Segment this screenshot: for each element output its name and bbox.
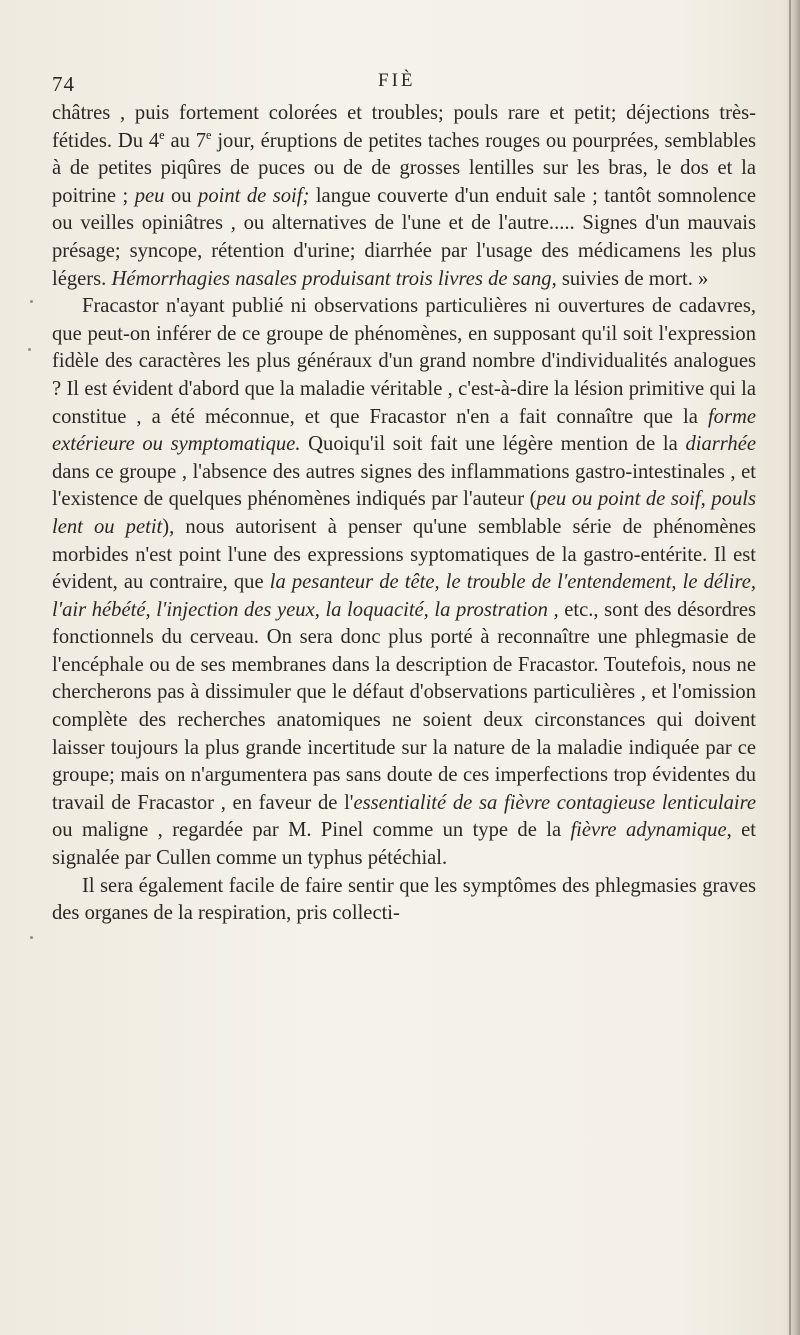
ink-speck	[30, 936, 33, 939]
italic-text: Hémorrhagies nasales produisant trois livres de sang,	[111, 267, 557, 290]
italic-text: forme extérieure ou symptomatique.	[52, 405, 756, 456]
text-run: ), nous autorisent à penser qu'une semblable série de phénomènes morbides n'est point l'une des expressions syptomatiques de la gastro-entérite. Il est évident, au contraire, que	[52, 515, 757, 594]
page-number: 74	[52, 72, 75, 96]
page-header	[52, 72, 752, 102]
paragraph	[52, 873, 756, 928]
text-run: au 7	[164, 129, 207, 152]
text-run: jour, éruptions de petites taches rouges ou pourprées, semblables à de petites piqûres de puces ou de de grosses lentilles sur les bras, le dos et la poitrine ;	[52, 129, 756, 207]
text-run: etc., sont des désordres fonctionnels du cerveau. On sera donc plus porté à reconnaître une phlegmasie de l'encéphale ou de ses membranes dans la description de Fracastor. Toutefois, nous ne chercherons pas à dissimuler que le défaut d'observations particulières , et l'omission complète des recherches anatomiques ne soient deux circonstances qui doivent laisser toujours la plus grande incertitude sur la nature de la maladie indiquée par ce groupe; mais on n'argumentera pas sans doute de ces imperfections trop évidentes du travail de Fracastor , en faveur de l'	[52, 598, 756, 814]
body-text	[52, 100, 756, 928]
text-run: , et signalée par Cullen comme un typhus pétéchial.	[52, 819, 756, 870]
ink-speck	[28, 348, 31, 351]
text-run: Il sera également facile de faire sentir que les symptômes des phlegmasies graves des organes de la respiration, pris collecti-	[52, 874, 756, 925]
ink-speck	[30, 300, 33, 303]
text-run: suivies de mort. »	[556, 267, 709, 290]
text-run: châtres , puis fortement colorées et troubles; pouls rare et petit; déjections très-fétides. Du 4	[52, 102, 756, 152]
italic-text: peu ou point de soif, pouls lent ou petit	[52, 488, 756, 538]
italic-text: peu	[134, 184, 165, 207]
text-run: ou maligne , regardée par M. Pinel comme un type de la	[52, 819, 571, 842]
italic-text: point de soif;	[198, 184, 310, 207]
text-run: langue couverte d'un enduit sale ; tantôt somnolence ou veilles opiniâtres , ou alternatives de l'une et de l'autre..... Signes d'un mauvais présage; syncope, rétention d'urine; diarrhée par l'usage des médicamens les plus légers.	[52, 184, 757, 290]
italic-text: essentialité de sa fièvre contagieuse lenticulaire	[353, 791, 756, 814]
running-head: FIÈ	[378, 70, 416, 91]
italic-text: la pesanteur de tête, le trouble de l'entendement, le délire, l'air hébété, l'injection des yeux, la loquacité, la prostration ,	[52, 571, 756, 621]
paragraph	[52, 293, 756, 872]
text-run: Fracastor n'ayant publié ni observations particulières ni ouvertures de cadavres, que peut-on inférer de ce groupe de phénomènes, en supposant qu'il soit l'expression fidèle des caractères les plus généraux d'un grand nombre d'individualités analogues ? Il est évident d'abord que la maladie véritable , c'est-à-dire la lésion primitive qui la constitue , a été méconnue, et que Fracastor n'en a fait connaître que la	[52, 295, 756, 428]
text-run: Quoiqu'il soit fait une légère mention de la	[300, 433, 686, 456]
italic-text: diarrhée	[685, 433, 757, 456]
superscript: e	[159, 127, 165, 142]
paragraph	[52, 100, 756, 293]
text-run: dans ce groupe , l'absence des autres signes des inflammations gastro-intestinales , et l'existence de quelques phénomènes indiqués par l'auteur (	[52, 460, 756, 511]
page-edge-line	[789, 0, 791, 1335]
italic-text: fièvre adynamique	[570, 819, 727, 842]
superscript: e	[206, 127, 212, 142]
text-run: ou	[164, 184, 199, 207]
